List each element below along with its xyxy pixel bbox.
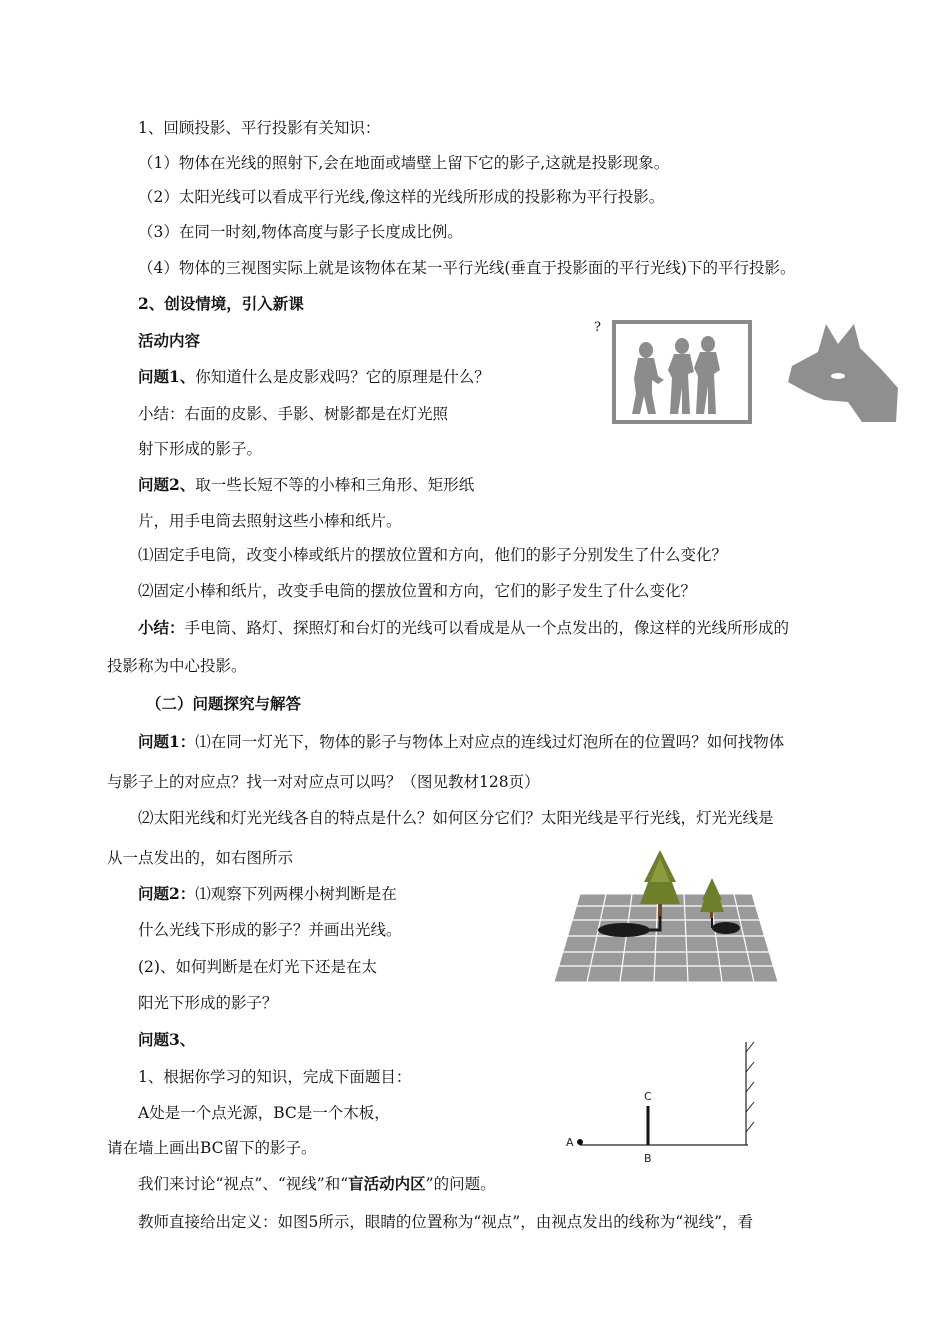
- section2-heading: 2、创设情境，引入新课: [138, 294, 304, 313]
- discussion-text-b: ”的问题。: [425, 1175, 496, 1193]
- question-label: 问题1、: [138, 367, 196, 386]
- question-label: 问题2：: [138, 884, 196, 903]
- s3-question-3c: 请在墙上画出BC留下的影子。: [107, 1139, 317, 1157]
- shadow-figures-image: [612, 318, 902, 428]
- section1-item-4: （4）物体的三视图实际上就是该物体在某一平行光线(垂直于投影面的平行光线)下的平行投影。: [138, 259, 796, 277]
- light-board-wall-diagram: [560, 1038, 760, 1168]
- summary-2b: 投影称为中心投影。: [107, 657, 247, 675]
- s3-question-1d: 从一点发出的，如右图所示: [107, 849, 294, 867]
- question-2b: 片，用手电筒去照射这些小棒和纸片。: [138, 512, 402, 530]
- question-label: 问题2、: [138, 475, 196, 494]
- summary-2: [138, 618, 789, 638]
- s3-question-3b: A处是一个点光源，BC是一个木板，: [138, 1104, 390, 1122]
- section1-heading: 1、回顾投影、平行投影有关知识：: [138, 119, 381, 137]
- label-a: A: [566, 1136, 574, 1149]
- summary-label: 小结：: [138, 618, 185, 637]
- trees-shadow-image: [552, 848, 780, 982]
- s3-question-1: [138, 732, 784, 752]
- activity-title: 活动内容: [138, 331, 201, 350]
- s3-question-1c: ⑵太阳光线和灯光光线各自的特点是什么？如何区分它们？太阳光线是平行光线，灯光光线是: [138, 809, 774, 827]
- figure-marker: ?: [594, 320, 601, 335]
- question-2: [138, 475, 474, 495]
- s3-question-3-label: 问题3、: [138, 1030, 196, 1049]
- question-label: 问题1：: [138, 732, 196, 751]
- question-text: ⑴观察下列两棵小树判断是在: [195, 885, 397, 903]
- section1-item-3: （3）在同一时刻,物体高度与影子长度成比例。: [138, 223, 463, 241]
- discussion-line: [138, 1174, 496, 1194]
- s3-question-1b: 与影子上的对应点？找一对对应点可以吗？（图见教材128页）: [107, 773, 540, 791]
- question-2-sub2: ⑵固定小棒和纸片，改变手电筒的摆放位置和方向，它们的影子发生了什么变化？: [138, 582, 697, 600]
- summary-1a: 小结：右面的皮影、手影、树影都是在灯光照: [138, 405, 449, 423]
- label-c: C: [644, 1090, 652, 1103]
- summary-1b: 射下形成的影子。: [138, 440, 263, 458]
- summary-text: 手电筒、路灯、探照灯和台灯的光线可以看成是从一个点发出的，像这样的光线所形成的: [184, 619, 790, 637]
- s3-question-2b: 什么光线下形成的影子？并画出光线。: [138, 921, 402, 939]
- section1-item-1: （1）物体在光线的照射下,会在地面或墙壁上留下它的影子,这就是投影现象。: [138, 154, 670, 172]
- discussion-text-a: 我们来讨论“视点”、“视线”和“: [138, 1175, 349, 1193]
- s3-question-3a: 1、根据你学习的知识，完成下面题目：: [138, 1068, 412, 1086]
- teacher-definition: 教师直接给出定义：如图5所示，眼睛的位置称为“视点”，由视点发出的线称为“视线”，看: [138, 1213, 754, 1231]
- section1-item-2: （2）太阳光线可以看成平行光线,像这样的光线所形成的投影称为平行投影。: [138, 188, 665, 206]
- section3-heading: （二）问题探究与解答: [146, 694, 302, 713]
- s3-question-2d: 阳光下形成的影子？: [138, 994, 278, 1012]
- s3-question-2: [138, 884, 397, 904]
- label-b: B: [644, 1152, 652, 1165]
- question-2-sub1: ⑴固定手电筒，改变小棒或纸片的摆放位置和方向，他们的影子分别发生了什么变化？: [138, 546, 728, 564]
- question-text: 你知道什么是皮影戏吗？它的原理是什么？: [195, 368, 490, 386]
- question-text: ⑴在同一灯光下，物体的影子与物体上对应点的连线过灯泡所在的位置吗？如何找物体: [195, 733, 785, 751]
- question-1: [138, 367, 490, 387]
- discussion-term: 盲活动内区: [348, 1174, 426, 1193]
- s3-question-2c: (2)、如何判断是在灯光下还是在太: [138, 958, 377, 976]
- question-text: 取一些长短不等的小棒和三角形、矩形纸: [195, 476, 475, 494]
